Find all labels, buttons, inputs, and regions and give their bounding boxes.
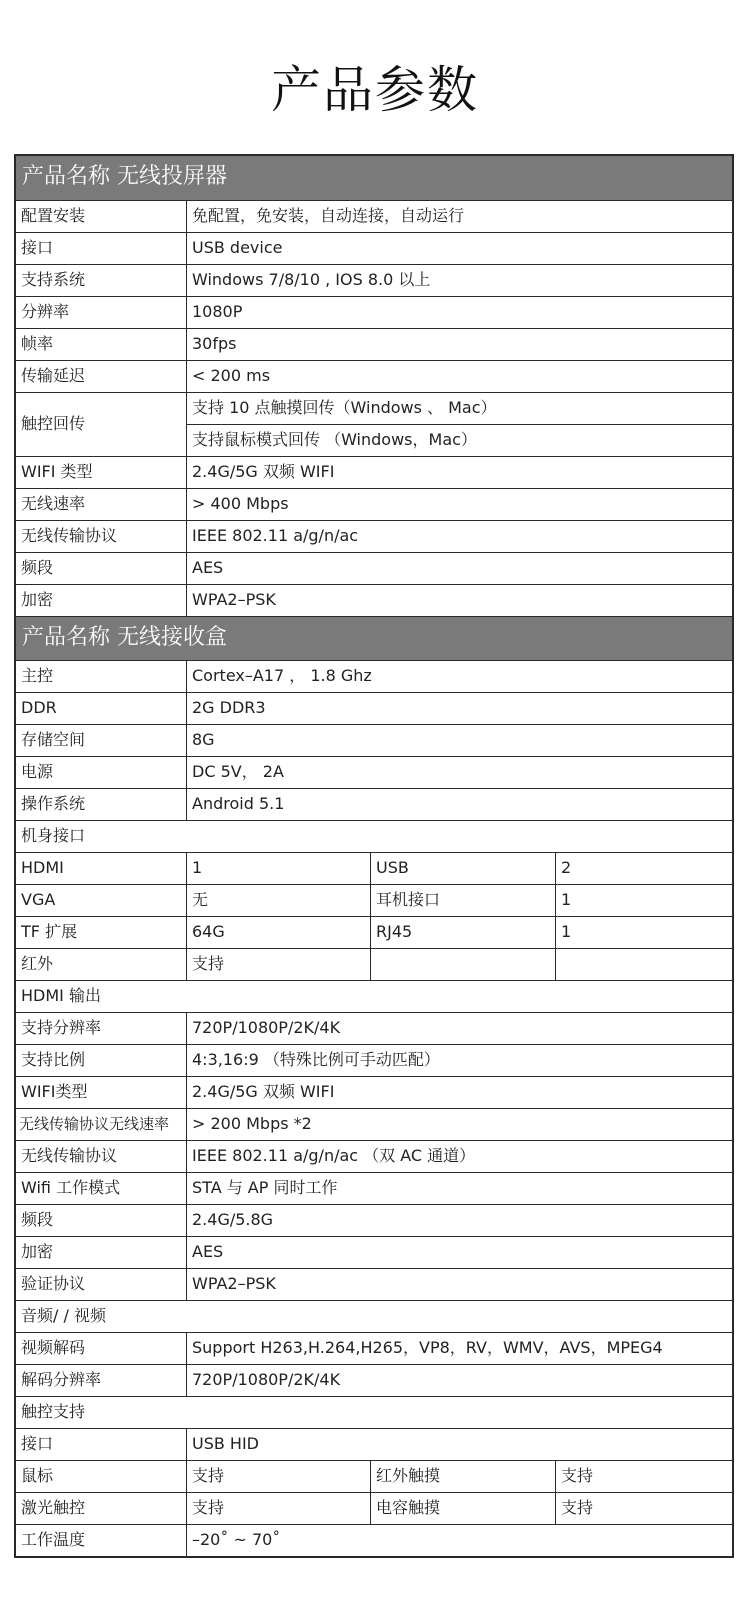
table-row	[16, 232, 732, 264]
grid-cell: 红外触摸	[371, 1461, 556, 1492]
subsection-row	[16, 1300, 732, 1332]
row-label: 传输延迟	[16, 361, 187, 392]
table-row	[16, 852, 732, 884]
table-row	[16, 788, 732, 820]
table-row	[16, 1524, 732, 1556]
row-value: 支持鼠标模式回传 （Windows，Mac）	[187, 424, 732, 455]
row-value: –20˚ ~ 70˚	[192, 1530, 281, 1549]
row-label: 无线传输协议无线速率	[16, 1109, 187, 1140]
table-row	[16, 692, 732, 724]
table-row	[16, 660, 732, 692]
row-label: 操作系统	[16, 789, 187, 820]
row-value: USB device	[192, 238, 283, 257]
row-value: USB HID	[192, 1434, 259, 1453]
table-row	[16, 1012, 732, 1044]
row-value: DC 5V， 2A	[192, 762, 284, 781]
table-row	[16, 756, 732, 788]
row-label: 工作温度	[16, 1525, 187, 1556]
row-label: 验证协议	[16, 1269, 187, 1300]
row-value: STA 与 AP 同时工作	[192, 1178, 338, 1197]
row-label: 存储空间	[16, 725, 187, 756]
grid-cell: USB	[371, 853, 556, 884]
grid-cell: VGA	[16, 885, 187, 916]
grid-cell: RJ45	[371, 917, 556, 948]
table-row	[16, 1364, 732, 1396]
row-value: AES	[192, 558, 224, 577]
row-value: WPA2–PSK	[192, 590, 276, 609]
table-row	[16, 1460, 732, 1492]
table-row	[16, 328, 732, 360]
grid-cell: 激光触控	[16, 1493, 187, 1524]
grid-cell: 电容触摸	[371, 1493, 556, 1524]
table-row	[16, 1204, 732, 1236]
row-label: 帧率	[16, 329, 187, 360]
table-row	[16, 1268, 732, 1300]
row-value-stack	[187, 393, 732, 456]
row-label: Wifi 工作模式	[16, 1173, 187, 1204]
row-value: Cortex–A17 ， 1.8 Ghz	[192, 666, 372, 685]
table-row	[16, 948, 732, 980]
grid-cell: 支持	[561, 1498, 594, 1517]
grid-cell: 耳机接口	[371, 885, 556, 916]
row-label: 支持分辨率	[16, 1013, 187, 1044]
row-label: 加密	[16, 585, 187, 616]
grid-cell: 支持	[187, 1461, 371, 1492]
row-label: WIFI类型	[16, 1077, 187, 1108]
section-header-screen	[16, 156, 732, 200]
subsection-title: 机身接口	[21, 826, 86, 845]
row-value: > 200 Mbps *2	[192, 1114, 312, 1133]
table-row	[16, 1492, 732, 1524]
row-label: DDR	[16, 693, 187, 724]
section-title: 产品名称 无线接收盒	[22, 625, 227, 650]
row-value: 30fps	[192, 334, 237, 353]
grid-cell: HDMI	[16, 853, 187, 884]
section-title: 产品名称 无线投屏器	[22, 164, 227, 189]
row-label: 支持比例	[16, 1045, 187, 1076]
row-value: AES	[192, 1242, 224, 1261]
table-row	[16, 1108, 732, 1140]
table-row	[16, 488, 732, 520]
row-value: 2.4G/5.8G	[192, 1210, 274, 1229]
grid-cell	[371, 949, 556, 980]
row-label: 频段	[16, 553, 187, 584]
grid-cell: 64G	[187, 917, 371, 948]
table-row	[16, 1236, 732, 1268]
row-label: 触控回传	[16, 393, 187, 456]
grid-cell: 鼠标	[16, 1461, 187, 1492]
table-row	[16, 1172, 732, 1204]
row-value: IEEE 802.11 a/g/n/ac	[192, 526, 359, 545]
row-value: 4:3,16:9 （特殊比例可手动匹配）	[192, 1050, 440, 1069]
table-row	[16, 296, 732, 328]
row-value: > 400 Mbps	[192, 494, 289, 513]
grid-cell: 1	[561, 922, 572, 941]
grid-cell: 无	[187, 885, 371, 916]
table-row	[16, 552, 732, 584]
grid-cell: 2	[561, 858, 572, 877]
table-row	[16, 1332, 732, 1364]
table-row	[16, 392, 732, 456]
table-row	[16, 584, 732, 616]
subsection-row	[16, 1396, 732, 1428]
row-value: 2G DDR3	[192, 698, 266, 717]
row-value: 8G	[192, 730, 215, 749]
row-value: IEEE 802.11 a/g/n/ac （双 AC 通道）	[192, 1146, 476, 1165]
row-label: 无线速率	[16, 489, 187, 520]
row-value: Android 5.1	[192, 794, 285, 813]
table-row	[16, 520, 732, 552]
row-label: 解码分辨率	[16, 1365, 187, 1396]
row-label: 无线传输协议	[16, 521, 187, 552]
row-label: 支持系统	[16, 265, 187, 296]
row-value: WPA2–PSK	[192, 1274, 276, 1293]
grid-cell: 1	[561, 890, 572, 909]
table-row	[16, 1044, 732, 1076]
table-row	[16, 884, 732, 916]
row-value: 720P/1080P/2K/4K	[192, 1370, 341, 1389]
table-row	[16, 264, 732, 296]
row-value: 免配置，免安装，自动连接，自动运行	[192, 206, 465, 225]
row-value: < 200 ms	[192, 366, 271, 385]
subsection-row	[16, 820, 732, 852]
row-label: 频段	[16, 1205, 187, 1236]
row-label: 加密	[16, 1237, 187, 1268]
subsection-title: HDMI 输出	[21, 986, 101, 1005]
table-row	[16, 916, 732, 948]
table-row	[16, 724, 732, 756]
table-row	[16, 1140, 732, 1172]
row-value: 2.4G/5G 双频 WIFI	[192, 1082, 335, 1101]
subsection-title: 触控支持	[21, 1402, 86, 1421]
grid-cell: TF 扩展	[16, 917, 187, 948]
subsection-row	[16, 980, 732, 1012]
row-value: 支持 10 点触摸回传（Windows 、 Mac）	[192, 398, 497, 417]
row-label: 接口	[16, 233, 187, 264]
table-row	[16, 360, 732, 392]
row-label: 视频解码	[16, 1333, 187, 1364]
row-label: 分辨率	[16, 297, 187, 328]
row-value: Windows 7/8/10 , IOS 8.0 以上	[192, 270, 431, 289]
table-row	[16, 1428, 732, 1460]
section-header-receiver	[16, 616, 732, 660]
row-label: 无线传输协议	[16, 1141, 187, 1172]
row-label: 配置安装	[16, 201, 187, 232]
row-label: WIFI 类型	[16, 457, 187, 488]
grid-cell: 红外	[16, 949, 187, 980]
row-value: 2.4G/5G 双频 WIFI	[192, 462, 335, 481]
spec-table	[14, 154, 734, 1558]
page-title: 产品参数	[271, 61, 479, 119]
grid-cell	[556, 949, 732, 980]
table-row	[16, 200, 732, 232]
subsection-title: 音频/ / 视频	[21, 1306, 106, 1325]
grid-cell: 支持	[561, 1466, 594, 1485]
table-row	[16, 456, 732, 488]
grid-cell: 1	[187, 853, 371, 884]
row-label: 电源	[16, 757, 187, 788]
grid-cell: 支持	[187, 949, 371, 980]
grid-cell: 支持	[187, 1493, 371, 1524]
row-value: 720P/1080P/2K/4K	[192, 1018, 341, 1037]
row-label: 主控	[16, 661, 187, 692]
row-label: 接口	[16, 1429, 187, 1460]
row-value: 1080P	[192, 302, 243, 321]
row-value: Support H263,H.264,H265，VP8，RV，WMV，AVS，MPEG4	[192, 1338, 663, 1357]
table-row	[16, 1076, 732, 1108]
